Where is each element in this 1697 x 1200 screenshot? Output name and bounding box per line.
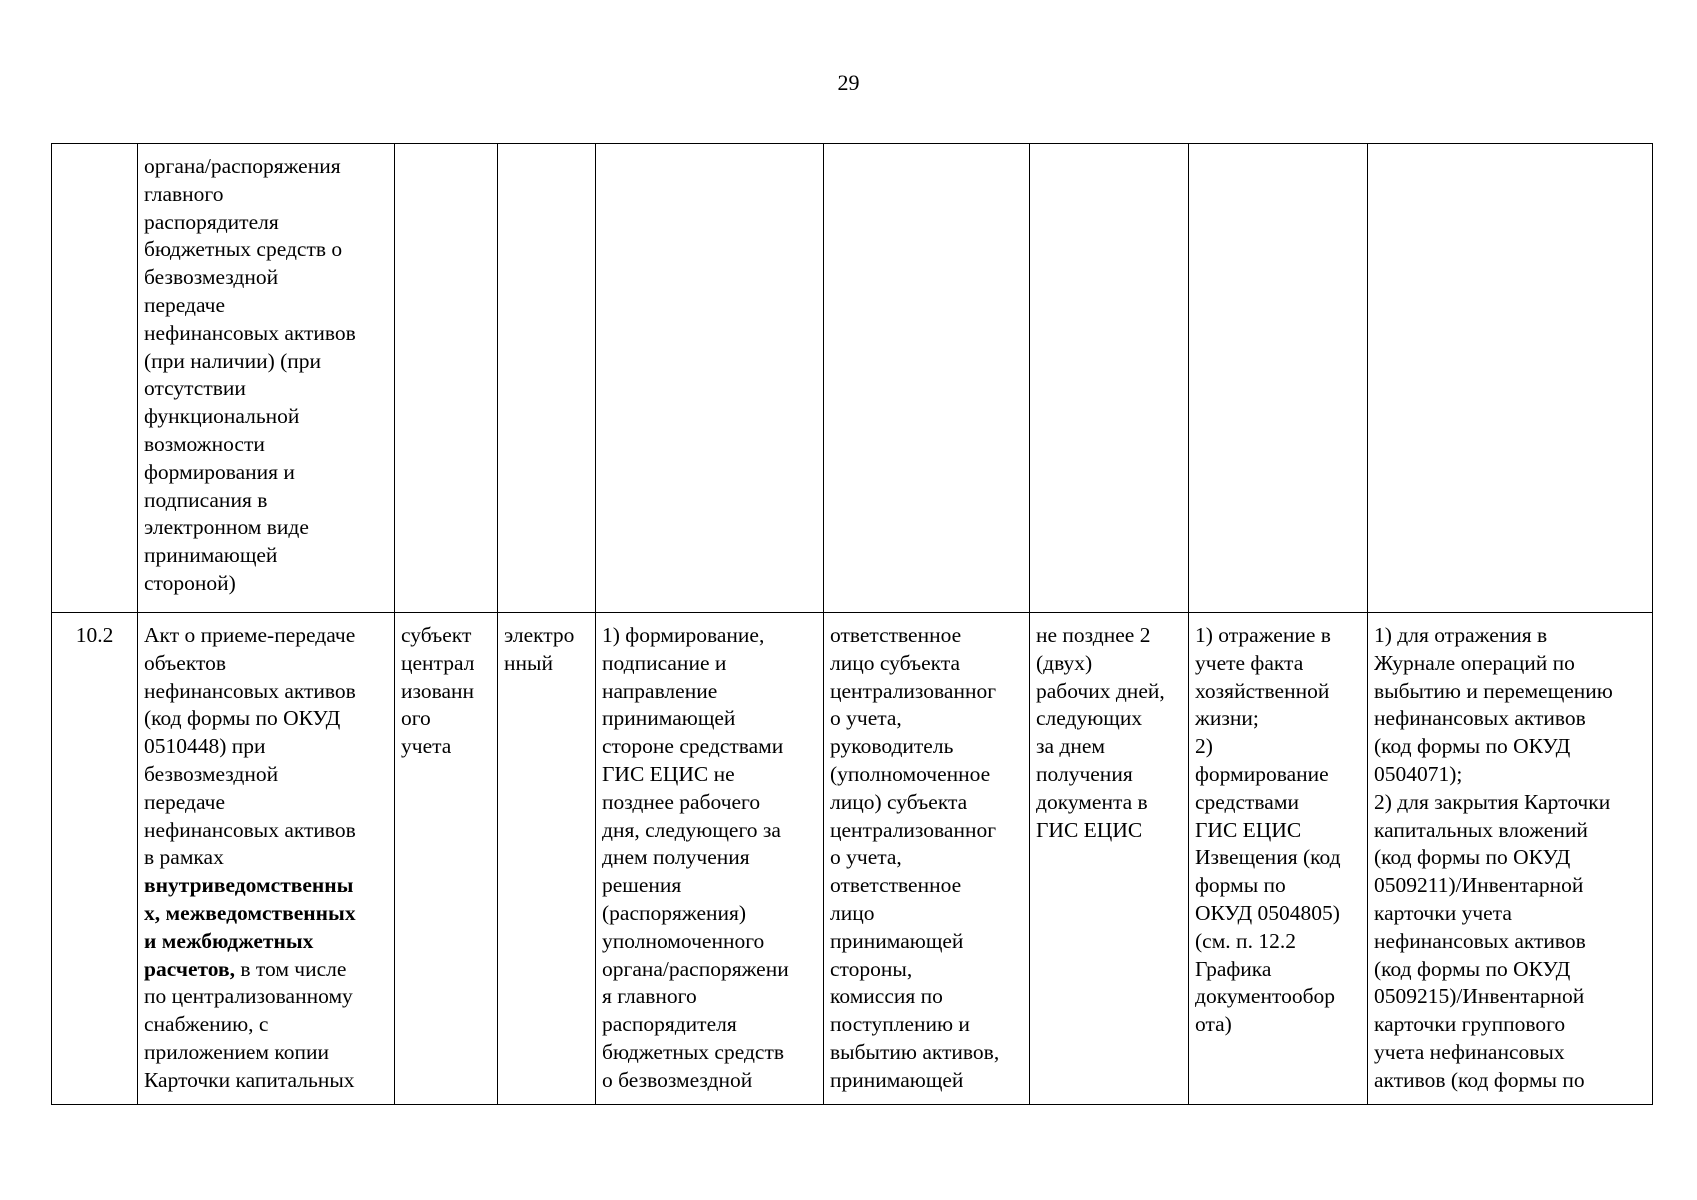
cell-line: 1) формирование, (602, 623, 765, 647)
cell-line: комиссия по (830, 984, 943, 1009)
cell-line: 1) для отражения в (1374, 623, 1548, 647)
cell-line: снабжению, с (144, 1012, 269, 1037)
table-row (52, 613, 1653, 1105)
cell-line: учете факта (1195, 650, 1304, 675)
cell-line: (распоряжения) (602, 900, 747, 925)
cell-line: объектов (144, 650, 226, 675)
cell-line: бюджетных средств (602, 1039, 785, 1064)
cell-line: передаче (144, 789, 226, 814)
cell-line: лицо) субъекта (830, 789, 968, 814)
cell-line: ота) (1195, 1012, 1232, 1037)
cell-line: ответственное (830, 623, 962, 647)
cell-line: рабочих дней, (1036, 678, 1165, 703)
cell-line: (см. п. 12.2 (1195, 928, 1296, 953)
schedule-table (51, 143, 1653, 1105)
registers-cell (1368, 613, 1653, 1105)
table-row (52, 144, 1653, 613)
cell-line: направление (602, 678, 718, 703)
cell-line: нный (504, 650, 553, 675)
cell-line: отсутствии (144, 376, 246, 401)
result-cell (1189, 144, 1368, 613)
cell-line: ого (401, 706, 431, 731)
cell-line: выбытию и перемещению (1374, 678, 1613, 703)
cell-line: учета нефинансовых (1374, 1039, 1565, 1064)
cell-line: централ (401, 650, 475, 675)
cell-line: стороной) (144, 570, 236, 595)
cell-line: принимающей (602, 706, 736, 731)
cell-line: дня, следующего за (602, 817, 781, 842)
responsible-cell (824, 144, 1030, 613)
cell-line: поступлению и (830, 1012, 970, 1037)
initiator-cell (395, 613, 498, 1105)
cell-line: принимающей (830, 928, 964, 953)
cell-line: бюджетных средств о (144, 237, 343, 262)
cell-line: не позднее 2 (1036, 623, 1151, 647)
cell-line: в рамках (144, 845, 224, 870)
cell-line: ГИС ЕЦИС (1036, 817, 1143, 842)
cell-line: о безвозмездной (602, 1067, 753, 1092)
cell-line: подписания в (144, 487, 268, 512)
cell-line: получения (1036, 761, 1133, 786)
cell-line: Карточки капитальных (144, 1067, 355, 1092)
cell-line: (код формы по ОКУД (1374, 845, 1571, 870)
cell-line: электро (504, 623, 575, 647)
cell-line: (код формы по ОКУД (1374, 956, 1571, 981)
cell-line: по централизованному (144, 984, 353, 1009)
cell-line: изованн (401, 678, 475, 703)
cell-line: стороны, (830, 956, 913, 981)
cell-line: приложением копии (144, 1039, 329, 1064)
cell-line: лицо (830, 900, 875, 925)
cell-line: ответственное (830, 873, 962, 898)
cell-line: 0504071); (1374, 761, 1463, 786)
cell-line: жизни; (1195, 706, 1259, 731)
cell-line: я главного (602, 984, 697, 1009)
cell-line: органа/распоряжения (144, 154, 341, 178)
actions-cell (596, 613, 824, 1105)
registers-cell (1368, 144, 1653, 613)
cell-line: (уполномоченное (830, 761, 991, 786)
cell-line: карточки учета (1374, 900, 1512, 925)
cell-line: карточки группового (1374, 1012, 1566, 1037)
bold-fragment: расчетов, (144, 956, 235, 981)
cell-line: 0509211)/Инвентарной (1374, 873, 1584, 898)
cell-line: безвозмездной (144, 761, 279, 786)
document-cell (138, 613, 395, 1105)
cell-line: выбытию активов, (830, 1039, 1000, 1064)
cell-line: централизованног (830, 817, 997, 842)
cell-line: днем получения (602, 845, 750, 870)
cell-line: субъект (401, 623, 472, 647)
cell-line: 2) (1195, 734, 1213, 759)
actions-cell (596, 144, 824, 613)
cell-line: руководитель (830, 734, 954, 759)
cell-line: формирования и (144, 459, 295, 484)
cell-line: главного (144, 181, 224, 206)
cell-line: 1) отражение в (1195, 623, 1331, 647)
cell-line: стороне средствами (602, 734, 784, 759)
cell-line: документа в (1036, 789, 1148, 814)
row-number-cell: 10.2 (52, 613, 138, 1105)
cell-line: Извещения (код (1195, 845, 1341, 870)
cell-line: активов (код формы по (1374, 1067, 1585, 1092)
cell-line-bold: внутриведомственны (144, 873, 354, 898)
cell-line: Журнале операций по (1374, 650, 1575, 675)
cell-line: лицо субъекта (830, 650, 961, 675)
cell-line: Акт о приеме-передаче (144, 623, 356, 647)
cell-line: передаче (144, 292, 226, 317)
cell-line: электронном виде (144, 515, 309, 540)
cell-line: средствами (1195, 789, 1299, 814)
cell-line: нефинансовых активов (144, 320, 356, 345)
cell-line: формы по (1195, 873, 1286, 898)
cell-line: 2) для закрытия Карточки (1374, 789, 1611, 814)
cell-line: за днем (1036, 734, 1106, 759)
form-cell (498, 613, 596, 1105)
responsible-cell (824, 613, 1030, 1105)
cell-line: капитальных вложений (1374, 817, 1588, 842)
result-cell (1189, 613, 1368, 1105)
text-fragment: в том числе (234, 956, 347, 981)
initiator-cell (395, 144, 498, 613)
cell-line: ГИС ЕЦИС не (602, 761, 735, 786)
form-cell (498, 144, 596, 613)
cell-line: принимающей (144, 543, 278, 568)
cell-line: возможности (144, 431, 265, 456)
cell-line: учета (401, 734, 452, 759)
row-number-cell (52, 144, 138, 613)
cell-line: хозяйственной (1195, 678, 1330, 703)
cell-line: нефинансовых активов (1374, 706, 1586, 731)
cell-line: функциональной (144, 404, 300, 429)
cell-line: подписание и (602, 650, 727, 675)
cell-line: позднее рабочего (602, 789, 761, 814)
cell-line: (код формы по ОКУД (1374, 734, 1571, 759)
cell-line: уполномоченного (602, 928, 765, 953)
cell-line: (код формы по ОКУД (144, 706, 341, 731)
cell-line: распорядителя (602, 1012, 737, 1037)
cell-line: следующих (1036, 706, 1143, 731)
cell-line: решения (602, 873, 682, 898)
cell-line: Графика (1195, 956, 1272, 981)
cell-line-bold: х, межведомственных (144, 900, 356, 925)
cell-line-bold: и межбюджетных (144, 928, 314, 953)
cell-line: ОКУД 0504805) (1195, 900, 1340, 925)
cell-line: нефинансовых активов (144, 817, 356, 842)
cell-line: (при наличии) (при (144, 348, 322, 373)
cell-line: органа/распоряжени (602, 956, 789, 981)
deadline-cell (1030, 144, 1189, 613)
cell-line: 0510448) при (144, 734, 266, 759)
cell-line: о учета, (830, 845, 902, 870)
deadline-cell (1030, 613, 1189, 1105)
cell-line: безвозмездной (144, 265, 279, 290)
cell-line: формирование (1195, 761, 1329, 786)
cell-line: о учета, (830, 706, 902, 731)
page-number: 29 (837, 70, 860, 95)
cell-line: 0509215)/Инвентарной (1374, 984, 1585, 1009)
cell-line-mixed (144, 956, 388, 984)
cell-line: ГИС ЕЦИС (1195, 817, 1302, 842)
cell-line: централизованног (830, 678, 997, 703)
cell-line: распорядителя (144, 209, 279, 234)
cell-line: нефинансовых активов (1374, 928, 1586, 953)
cell-line: (двух) (1036, 650, 1093, 675)
document-cell (138, 144, 395, 613)
cell-line: принимающей (830, 1067, 964, 1092)
cell-line: документообор (1195, 984, 1336, 1009)
cell-line: нефинансовых активов (144, 678, 356, 703)
